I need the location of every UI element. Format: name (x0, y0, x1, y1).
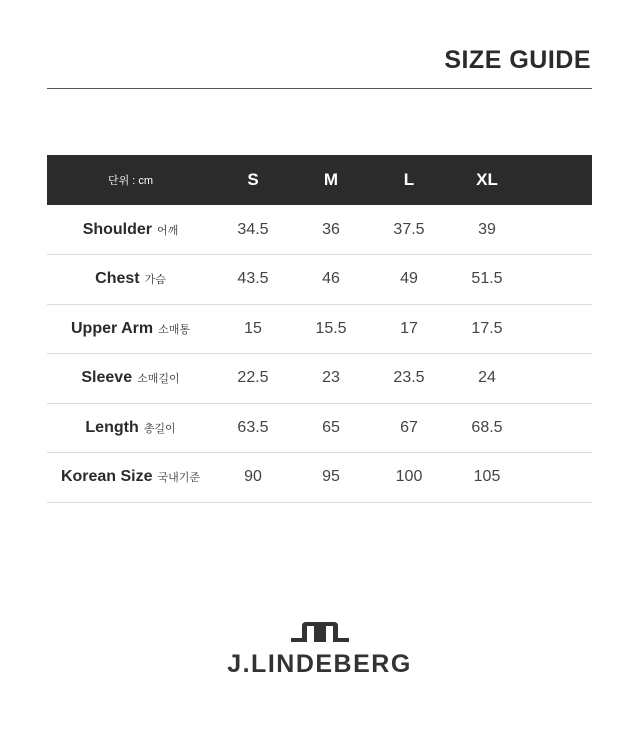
row-label (47, 453, 214, 503)
row-label-ko: 소매길이 (137, 373, 180, 386)
row-spacer (526, 453, 592, 503)
table-cell: 51.5 (471, 270, 503, 288)
brand-wordmark: J.LINDEBERG (227, 650, 412, 678)
table-header-row (47, 155, 592, 205)
bridge-mark-icon (291, 622, 349, 642)
table-cell: 65 (322, 418, 340, 436)
table-cell: 17.5 (471, 319, 503, 337)
title-divider (47, 88, 592, 89)
row-label-ko: 총길이 (143, 422, 176, 435)
page-title: SIZE GUIDE (444, 46, 591, 74)
row-label (47, 354, 214, 404)
table-cell: 36 (322, 220, 340, 238)
table-cell: 34.5 (237, 220, 269, 238)
table-cell: 24 (478, 369, 496, 387)
table-row (47, 255, 592, 305)
row-label-ko: 국내기준 (157, 472, 201, 485)
table-cell: 43.5 (237, 270, 269, 288)
row-spacer (526, 255, 592, 305)
table-cell: 37.5 (393, 220, 425, 238)
row-label-en: Shoulder (82, 220, 153, 238)
table-cell: 63.5 (237, 418, 269, 436)
table-cell: 23.5 (393, 369, 425, 387)
table-cell: 90 (244, 468, 262, 486)
row-label-en: Korean Size (60, 468, 153, 486)
brand-logo (0, 622, 639, 679)
table-row (47, 304, 592, 354)
table-cell: 105 (473, 468, 501, 486)
row-label-en: Length (85, 418, 139, 436)
table-cell: 95 (322, 468, 340, 486)
table-cell: 67 (400, 418, 418, 436)
row-label (47, 205, 214, 255)
table-cell: 23 (322, 369, 340, 387)
table-cell: 100 (395, 468, 423, 486)
table-cell: 39 (478, 220, 496, 238)
table-cell: 17 (400, 319, 418, 337)
size-header-l: L (403, 170, 415, 189)
table-cell: 49 (400, 270, 418, 288)
size-header-m: M (323, 170, 339, 189)
row-label-ko: 소매통 (158, 323, 190, 336)
row-label (47, 255, 214, 305)
table-row (47, 453, 592, 503)
table-cell: 15.5 (315, 319, 347, 337)
table-cell: 22.5 (237, 369, 269, 387)
table-cell: 68.5 (471, 418, 503, 436)
row-label-en: Upper Arm (71, 319, 154, 337)
size-header-s: S (247, 170, 259, 189)
row-label-ko: 가슴 (144, 274, 166, 287)
row-label-en: Sleeve (81, 369, 133, 387)
row-spacer (526, 354, 592, 404)
size-table (47, 155, 592, 503)
row-label-ko: 어깨 (157, 224, 179, 237)
row-label (47, 403, 214, 453)
unit-label: 단위 : cm (107, 175, 154, 187)
header-spacer (526, 155, 592, 205)
row-label-en: Chest (95, 270, 140, 288)
row-label (47, 304, 214, 354)
row-spacer (526, 304, 592, 354)
table-row (47, 403, 592, 453)
size-header-xl: XL (476, 170, 498, 189)
table-row (47, 205, 592, 255)
table-row (47, 354, 592, 404)
table-cell: 15 (244, 319, 262, 337)
table-cell: 46 (322, 270, 340, 288)
row-spacer (526, 205, 592, 255)
row-spacer (526, 403, 592, 453)
